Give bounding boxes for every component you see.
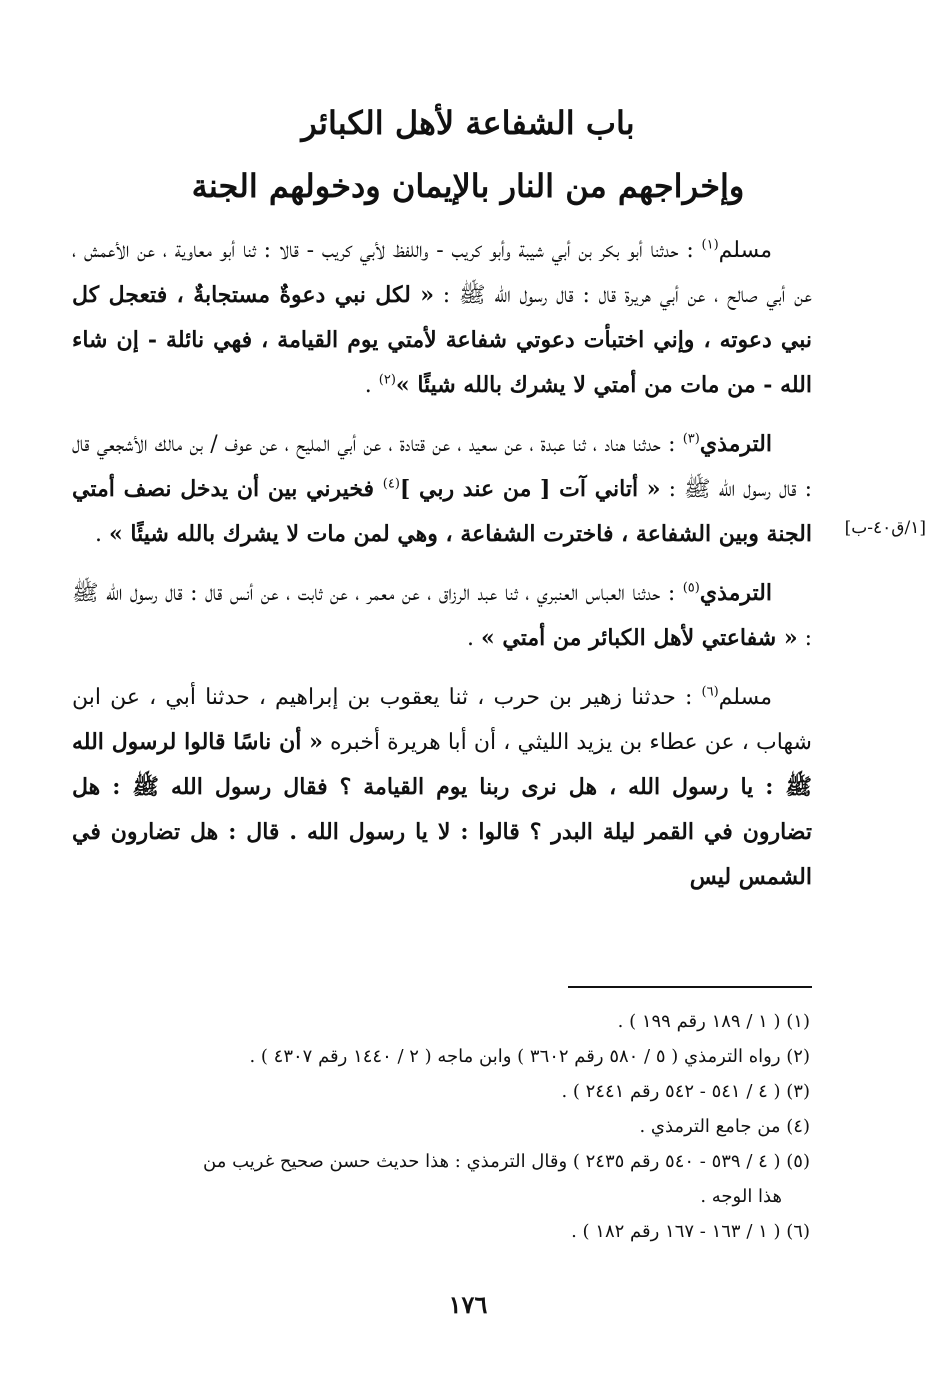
footnote-ref: (٣): [682, 431, 700, 447]
page-number: ١٧٦: [448, 1290, 488, 1319]
isnad-text: : حدثنا هناد ، ثنا عبدة ، عن سعيد ، عن قتادة ، عن أبي المليح ، عن عوف / بن مالك الأشجعي قال : قال رسول الله ﷺ :: [72, 432, 812, 502]
source-name: الترمذي: [699, 431, 772, 457]
footnote-3: (٣) ( ٤ / ٥٤١ - ٥٤٢ رقم ٢٤٤١ ) .: [561, 1081, 810, 1102]
chapter-subtitle: وإخراجهم من النار بالإيمان ودخولهم الجنة: [191, 167, 745, 205]
source-name: مسلم: [718, 685, 772, 710]
paragraph-end: .: [95, 522, 110, 547]
isnad-text: : حدثنا زهير بن حرب ، ثنا يعقوب بن إبراهيم ، حدثنا أبي ، عن ابن شهاب ، عن عطاء بن يزيد الليثي ، أن أبا هريرة أخبره: [72, 685, 812, 755]
footnotes: [68, 1004, 810, 1249]
chapter-heading: [60, 96, 876, 212]
main-text: [72, 228, 812, 914]
footnote-ref: (٦): [701, 684, 719, 700]
source-name: مسلم: [718, 238, 772, 263]
source-name: الترمذي: [699, 580, 772, 606]
footnote-ref: (٢): [378, 372, 396, 388]
footnote-separator: [568, 986, 812, 988]
footnote-4: (٤) من جامع الترمذي .: [639, 1116, 810, 1137]
hadith-paragraph-4: [72, 675, 812, 900]
footnote-2: (٢) رواه الترمذي ( ٥ / ٥٨٠ رقم ٣٦٠٢ ) وابن ماجه ( ٢ / ١٤٤٠ رقم ٤٣٠٧ ) .: [249, 1046, 810, 1067]
footnote-ref: (٥): [682, 580, 700, 596]
chapter-title: باب الشفاعة لأهل الكبائر: [301, 104, 635, 142]
hadith-paragraph-3: [72, 571, 812, 661]
paragraph-end: .: [364, 373, 379, 398]
hadith-text: « شفاعتي لأهل الكبائر من أمتي »: [480, 625, 798, 651]
hadith-text-continued: فخيرني بين أن يدخل نصف أمتي الجنة وبين الشفاعة ، فاخترت الشفاعة ، وهي لمن مات لا يشرك بالله شيئًا »: [72, 476, 812, 547]
isnad-text: : حدثنا أبو بكر بن أبي شيبة وأبو كريب - واللفظ لأبي كريب - قالا : ثنا أبو معاوية ، عن الأعمش ، عن أبي صالح ، عن أبي هريرة قال : قال رسول الله ﷺ :: [72, 238, 813, 308]
footnote-6: (٦) ( ١ / ١٦٣ - ١٦٧ رقم ١٨٢ ) .: [571, 1221, 810, 1242]
footnote-ref: (١): [701, 237, 719, 253]
manuscript-folio-marker: [١/ق٤٠-ب]: [844, 518, 926, 538]
hadith-paragraph-2: [72, 422, 812, 557]
isnad-text: : حدثنا العباس العنبري ، ثنا عبد الرزاق ، عن معمر ، عن ثابت ، عن أنس قال : قال رسول الله ﷺ :: [72, 581, 812, 651]
footnote-1: (١) ( ١ / ١٨٩ رقم ١٩٩ ) .: [617, 1011, 810, 1032]
footnote-ref: (٤): [382, 476, 400, 492]
footnote-5-continued: هذا الوجه .: [700, 1186, 782, 1207]
footnote-5: (٥) ( ٤ / ٥٣٩ - ٥٤٠ رقم ٢٤٣٥ ) وقال الترمذي : هذا حديث حسن صحيح غريب من: [203, 1151, 810, 1172]
hadith-text: « أن ناسًا قالوا لرسول الله ﷺ : يا رسول الله ، هل نرى ربنا يوم القيامة ؟ فقال رسول الله ﷺ : هل تضارون في القمر ليلة البدر ؟ قالوا : لا يا رسول الله . قال : هل تضارون في الشمس ليس: [72, 729, 812, 890]
paragraph-end: .: [466, 626, 481, 651]
hadith-paragraph-1: [72, 228, 812, 408]
hadith-text: « أتاني آت [ من عند ربي ]: [399, 476, 661, 502]
hadith-text: « لكل نبي دعوةٌ مستجابةٌ ، فتعجل كل نبي دعوته ، وإني اختبأت دعوتي شفاعة لأمتي يوم القيامة ، فهي نائلة - إن شاء الله - من مات من أمتي لا يشرك بالله شيئًا »: [72, 282, 812, 398]
